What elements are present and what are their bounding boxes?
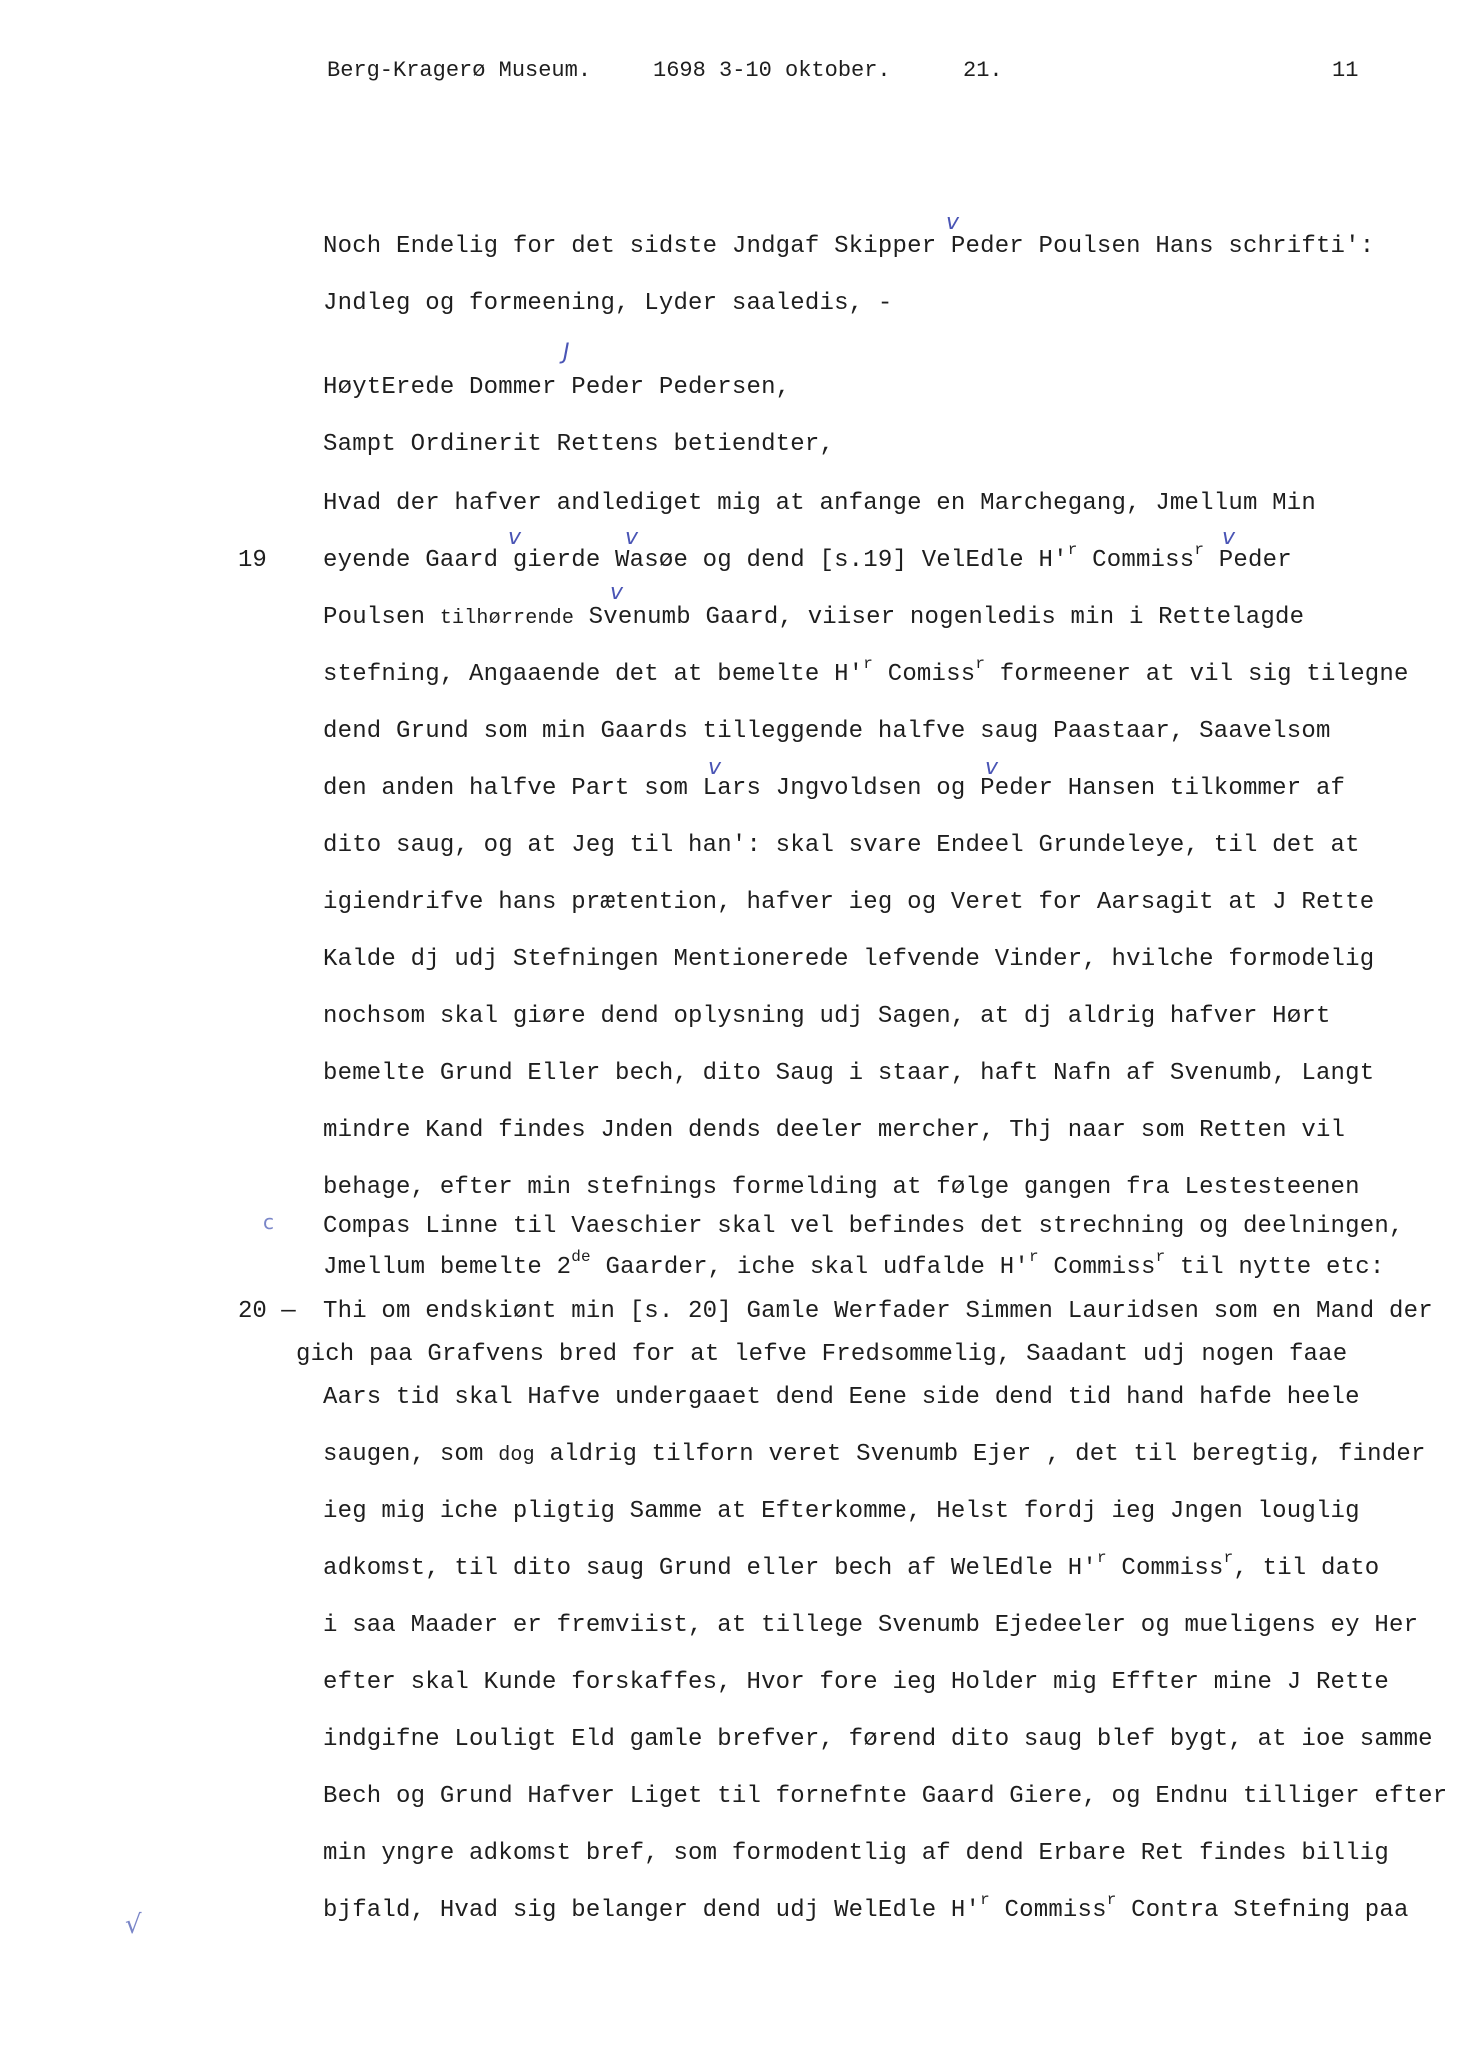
page-number: 11 — [1332, 58, 1359, 83]
text-line: Hvad der hafver andlediget mig at anfange en Marchegang, Jmellum Min — [323, 490, 1316, 517]
text-line: Sampt Ordinerit Rettens betiendter, — [323, 431, 835, 458]
text-line: Jndleg og formeening, Lyder saaledis, - — [323, 290, 893, 317]
text-line: behage, efter min stefnings formelding at følge gangen fra Lestesteenen — [323, 1174, 1360, 1201]
text-line: Compas Linne til Vaeschier skal vel befindes det strechning og deelningen, — [323, 1213, 1404, 1240]
text-line: Jmellum bemelte 2de Gaarder, iche skal udfalde $H'^r$ Commiss$^r$ til nytte etc: — [323, 1248, 1385, 1281]
text-line: indgifne Louligt Eld gamle brefver, førend dito saug blef bygt, at ioe samme — [323, 1726, 1433, 1753]
text-line: adkomst, til dito saug Grund eller bech af WelEdle $H'^r$ Commiss$^r$, til dato — [323, 1549, 1380, 1582]
text-line: ieg mig iche pligtig Samme at Efterkomme, Helst fordj ieg Jngen louglig — [323, 1498, 1360, 1525]
text-line: stefning, Angaaende det at bemelte $H'^r$ Comiss$^r$ formeener at vil sig tilegne — [323, 655, 1409, 688]
check-mark-icon: v — [708, 755, 722, 780]
text-line: nochsom skal giøre dend oplysning udj Sagen, at dj aldrig hafver Hørt — [323, 1003, 1331, 1030]
text-line: Noch Endelig for det sidste Jndgaf Skipper Peder Poulsen Hans schrifti': — [323, 233, 1375, 260]
text-line: bemelte Grund Eller bech, dito Saug i staar, haft Nafn af Svenumb, Langt — [323, 1060, 1375, 1087]
text-line: gich paa Grafvens bred for at lefve Fredsommelig, Saadant udj nogen faae — [296, 1341, 1348, 1368]
header-number: 21. — [963, 58, 1003, 83]
margin-check-icon: √ — [125, 1910, 142, 1940]
text-line: Kalde dj udj Stefningen Mentionerede lefvende Vinder, hvilche formodelig — [323, 946, 1375, 973]
margin-mark-icon: c — [263, 1210, 274, 1234]
text-line: min yngre adkomst bref, som formodentlig af dend Erbare Ret findes billig — [323, 1840, 1389, 1867]
text-line: Poulsen tilhørrende Svenumb Gaard, viiser nogenledis min i Rettelagde — [323, 604, 1305, 631]
text-line: Thi om endskiønt min [s. 20] Gamle Werfader Simmen Lauridsen som en Mand der — [323, 1298, 1433, 1325]
margin-number: 20 — — [238, 1298, 296, 1325]
check-mark-icon: v — [1222, 525, 1236, 550]
text-line: saugen, som dog aldrig tilforn veret Svenumb Ejer , det til beregtig, finder — [323, 1441, 1426, 1468]
text-line: bjfald, Hvad sig belanger dend udj WelEdle $H'^r$ Commiss$^r$ Contra Stefning paa — [323, 1891, 1409, 1924]
margin-number: 19 — [238, 547, 267, 574]
check-mark-icon: J — [563, 340, 570, 365]
text-line: mindre Kand findes Jnden dends deeler mercher, Thj naar som Retten vil — [323, 1117, 1346, 1144]
header-date: 1698 3-10 oktober. — [653, 58, 891, 83]
text-line: igiendrifve hans prætention, hafver ieg og Veret for Aarsagit at J Rette — [323, 889, 1375, 916]
text-line: dito saug, og at Jeg til han': skal svare Endeel Grundeleye, til det at — [323, 832, 1360, 859]
text-line: efter skal Kunde forskaffes, Hvor fore ieg Holder mig Effter mine J Rette — [323, 1669, 1389, 1696]
text-line: i saa Maader er fremviist, at tillege Svenumb Ejedeeler og mueligens ey Her — [323, 1612, 1419, 1639]
text-line: den anden halfve Part som Lars Jngvoldsen og Peder Hansen tilkommer af — [323, 775, 1346, 802]
header-museum: Berg-Kragerø Museum. — [327, 58, 592, 83]
check-mark-icon: v — [610, 580, 624, 605]
text-line: eyende Gaard gierde Wasøe og dend [s.19] VelEdle $H'^r$ Commiss$^r$ Peder — [323, 541, 1292, 574]
check-mark-icon: v — [508, 525, 522, 550]
check-mark-icon: v — [946, 210, 960, 235]
text-line: Bech og Grund Hafver Liget til fornefnte Gaard Giere, og Endnu tilliger efter — [323, 1783, 1448, 1810]
text-line: dend Grund som min Gaards tilleggende halfve saug Paastaar, Saavelsom — [323, 718, 1331, 745]
check-mark-icon: v — [625, 525, 639, 550]
check-mark-icon: v — [985, 755, 999, 780]
text-line: HøytErede Dommer Peder Pedersen, — [323, 374, 791, 401]
text-line: Aars tid skal Hafve undergaaet dend Eene side dend tid hand hafde heele — [323, 1384, 1360, 1411]
